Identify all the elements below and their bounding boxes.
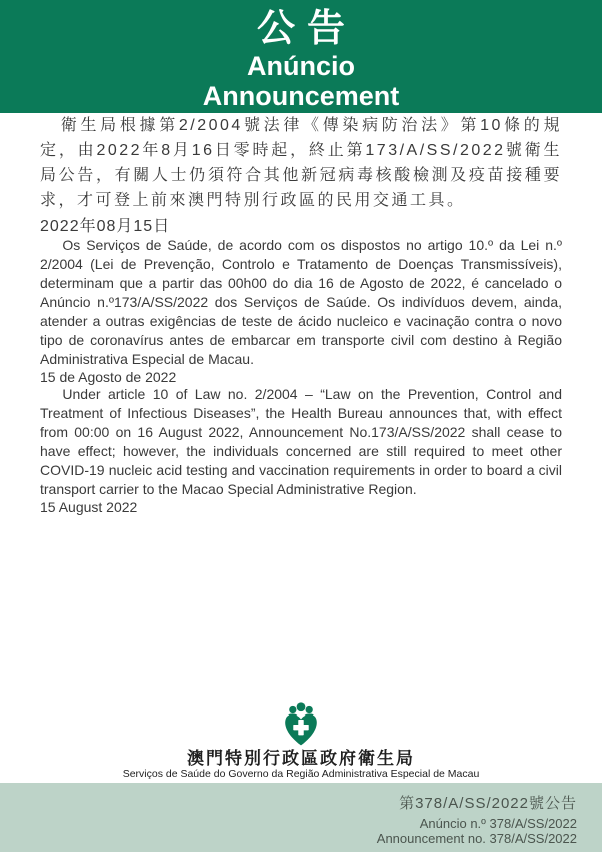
date-chinese: 2022年08月15日 (40, 218, 171, 235)
paragraph-english: Under article 10 of Law no. 2/2004 – “Law on the Prevention, Control and Treatment of Infectious Diseases”, the Health Bureau announces that, with effect from 00:00 on 16 August 2022, Announcement No.173/A/SS/2022 shall cease to have effect; however, the individuals concerned are still required to meet other COVID-19 nucleic acid testing and vaccination requirements in order to board a civil transport carrier to the Macao Special Administrative Region. (40, 386, 562, 497)
paragraph-portuguese: Os Serviços de Saúde, de acordo com os dispostos no artigo 10.º da Lei n.º 2/2004 (Lei de Prevenção, Controlo e Tratamento de Doenças Transmissíveis), determinam que a partir das 00h00 do dia 16 de Agosto de 2022, é cancelado o Anúncio n.º173/A/SS/2022 dos Serviços de Saúde. Os indivíduos devem, ainda, atender a outras exigências de teste de ácido nucleico e vacinação contra o novo tipo de coronavírus antes de embarcar em transporte civil com destino à Região Administrativa Especial de Macau. (40, 237, 562, 367)
date-english: 15 August 2022 (40, 499, 138, 515)
page-title-english: Announcement (202, 81, 400, 111)
announcement-number-english: Announcement no. 378/A/SS/2022 (376, 831, 577, 846)
organization-name-chinese: 澳門特別行政區政府衛生局 (187, 749, 415, 768)
organization-name-portuguese: Serviços de Saúde do Governo da Região Administrativa Especial de Macau (122, 768, 480, 780)
announcement-number-chinese: 第378/A/SS/2022號公告 (399, 795, 577, 812)
page-title-portuguese: Anúncio (247, 51, 355, 81)
header-banner (0, 0, 602, 113)
date-portuguese: 15 de Agosto de 2022 (40, 369, 177, 385)
announcement-number-portuguese: Anúncio n.º 378/A/SS/2022 (419, 816, 577, 831)
footer-banner (0, 783, 602, 852)
paragraph-chinese: 衛生局根據第2/2004號法律《傳染病防治法》第10條的規定，由2022年8月16日零時起，終止第173/A/SS/2022號衛生局公告，有關人士仍須符合其他新冠病毒核酸檢測及疫苗接種要求，才可登上前來澳門特別行政區的民用交通工具。 (40, 117, 562, 209)
document-body (40, 113, 562, 515)
page-title-chinese: 公告 (256, 8, 357, 50)
health-bureau-heart-cross-icon (0, 701, 602, 749)
organization-block (0, 701, 602, 783)
